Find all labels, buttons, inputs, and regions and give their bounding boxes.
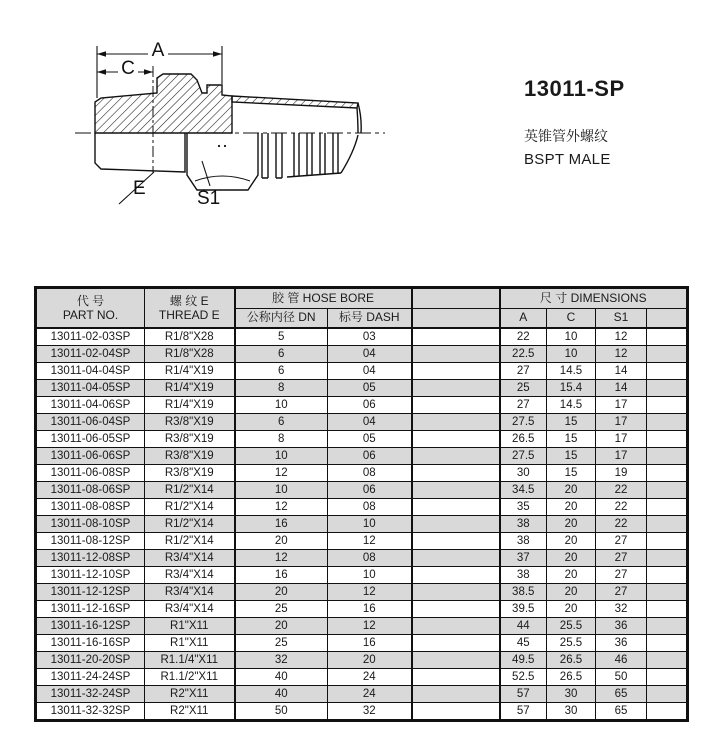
cell-dim-s1: 17 bbox=[596, 448, 647, 465]
cell-dim-a: 22 bbox=[500, 328, 547, 346]
cell-part-no: 13011-04-06SP bbox=[36, 397, 145, 414]
table-row bbox=[36, 635, 688, 652]
cell-dash: 12 bbox=[328, 618, 412, 635]
cell-dim-a: 38 bbox=[500, 516, 547, 533]
cell-dim-a: 34.5 bbox=[500, 482, 547, 499]
cell-spacer-right bbox=[647, 703, 688, 721]
cell-dim-c: 25.5 bbox=[547, 635, 596, 652]
cell-dim-a: 27 bbox=[500, 363, 547, 380]
table-row bbox=[36, 618, 688, 635]
cell-thread: R2"X11 bbox=[145, 703, 235, 721]
table-row bbox=[36, 397, 688, 414]
cell-spacer bbox=[412, 328, 500, 346]
cell-dim-c: 15 bbox=[547, 431, 596, 448]
header-hose-bore: 胶 管 HOSE BORE bbox=[235, 288, 412, 309]
cell-spacer bbox=[412, 499, 500, 516]
cell-dash: 32 bbox=[328, 703, 412, 721]
table-row bbox=[36, 703, 688, 721]
cell-thread: R3/8"X19 bbox=[145, 431, 235, 448]
cell-spacer bbox=[412, 448, 500, 465]
cell-dim-a: 57 bbox=[500, 703, 547, 721]
table-row bbox=[36, 516, 688, 533]
cell-spacer bbox=[412, 482, 500, 499]
subtitle-chinese: 英锥管外螺纹 bbox=[524, 128, 608, 144]
hex-nut-outline bbox=[187, 133, 258, 190]
cell-dn: 32 bbox=[235, 652, 328, 669]
cell-thread: R1.1/2"X11 bbox=[145, 669, 235, 686]
cell-dash: 05 bbox=[328, 380, 412, 397]
cell-dash: 12 bbox=[328, 584, 412, 601]
cell-dim-s1: 14 bbox=[596, 380, 647, 397]
cell-thread: R1/4"X19 bbox=[145, 397, 235, 414]
cell-spacer-right bbox=[647, 397, 688, 414]
cell-dn: 16 bbox=[235, 516, 328, 533]
cell-spacer-right bbox=[647, 499, 688, 516]
cell-dim-s1: 14 bbox=[596, 363, 647, 380]
cell-thread: R1"X11 bbox=[145, 635, 235, 652]
cell-dim-c: 20 bbox=[547, 567, 596, 584]
cell-spacer bbox=[412, 635, 500, 652]
cell-dim-a: 27.5 bbox=[500, 448, 547, 465]
cell-dash: 06 bbox=[328, 448, 412, 465]
cell-dim-c: 30 bbox=[547, 686, 596, 703]
cell-thread: R1/4"X19 bbox=[145, 363, 235, 380]
cell-dim-a: 26.5 bbox=[500, 431, 547, 448]
cell-spacer-right bbox=[647, 686, 688, 703]
cell-dim-a: 25 bbox=[500, 380, 547, 397]
cell-dim-a: 27.5 bbox=[500, 414, 547, 431]
cell-thread: R1/8"X28 bbox=[145, 346, 235, 363]
header-thread-cn: 螺 纹 E bbox=[169, 294, 209, 308]
title-block bbox=[524, 76, 625, 168]
cell-dn: 12 bbox=[235, 550, 328, 567]
cell-dim-s1: 46 bbox=[596, 652, 647, 669]
cell-dim-s1: 22 bbox=[596, 516, 647, 533]
cell-spacer bbox=[412, 567, 500, 584]
groove-lines bbox=[262, 133, 282, 178]
cell-spacer bbox=[412, 669, 500, 686]
cell-dash: 05 bbox=[328, 431, 412, 448]
cell-dash: 20 bbox=[328, 652, 412, 669]
cell-dim-s1: 50 bbox=[596, 669, 647, 686]
cell-thread: R3/4"X14 bbox=[145, 601, 235, 618]
cell-dim-c: 20 bbox=[547, 584, 596, 601]
cell-dim-a: 52.5 bbox=[500, 669, 547, 686]
table-row bbox=[36, 465, 688, 482]
cell-thread: R1"X11 bbox=[145, 618, 235, 635]
cell-spacer bbox=[412, 465, 500, 482]
cell-spacer-right bbox=[647, 567, 688, 584]
cell-part-no: 13011-08-06SP bbox=[36, 482, 145, 499]
cell-spacer bbox=[412, 703, 500, 721]
cell-dim-c: 30 bbox=[547, 703, 596, 721]
cell-dim-s1: 36 bbox=[596, 635, 647, 652]
table-row bbox=[36, 431, 688, 448]
cell-dash: 06 bbox=[328, 397, 412, 414]
cell-spacer-right bbox=[647, 550, 688, 567]
cell-part-no: 13011-08-10SP bbox=[36, 516, 145, 533]
cell-spacer bbox=[412, 380, 500, 397]
cell-dash: 24 bbox=[328, 686, 412, 703]
cell-dim-a: 35 bbox=[500, 499, 547, 516]
cell-dim-c: 26.5 bbox=[547, 669, 596, 686]
cell-part-no: 13011-08-12SP bbox=[36, 533, 145, 550]
cell-spacer-right bbox=[647, 533, 688, 550]
table-row bbox=[36, 482, 688, 499]
cell-dash: 10 bbox=[328, 516, 412, 533]
thread-outline bbox=[95, 133, 185, 172]
cell-dim-c: 15 bbox=[547, 414, 596, 431]
dim-label-c: C bbox=[121, 58, 135, 79]
cell-dash: 16 bbox=[328, 601, 412, 618]
header-thread-en: THREAD E bbox=[158, 308, 220, 322]
table-row bbox=[36, 533, 688, 550]
cell-thread: R3/4"X14 bbox=[145, 584, 235, 601]
cell-part-no: 13011-06-04SP bbox=[36, 414, 145, 431]
header-dimensions: 尺 寸 DIMENSIONS bbox=[500, 288, 688, 309]
cell-dash: 08 bbox=[328, 550, 412, 567]
cell-spacer-right bbox=[647, 516, 688, 533]
table-row bbox=[36, 380, 688, 397]
cell-spacer bbox=[412, 652, 500, 669]
cell-dash: 08 bbox=[328, 465, 412, 482]
cell-dash: 16 bbox=[328, 635, 412, 652]
cell-part-no: 13011-32-32SP bbox=[36, 703, 145, 721]
cell-dim-a: 27 bbox=[500, 397, 547, 414]
cell-dash: 04 bbox=[328, 346, 412, 363]
hose-tail-wall bbox=[232, 96, 358, 108]
cell-spacer bbox=[412, 346, 500, 363]
cell-part-no: 13011-20-20SP bbox=[36, 652, 145, 669]
header-dim-a: A bbox=[500, 308, 547, 328]
cell-part-no: 13011-04-04SP bbox=[36, 363, 145, 380]
cell-dim-c: 20 bbox=[547, 482, 596, 499]
cell-dim-a: 44 bbox=[500, 618, 547, 635]
cell-part-no: 13011-08-08SP bbox=[36, 499, 145, 516]
cell-dn: 5 bbox=[235, 328, 328, 346]
cell-thread: R1/8"X28 bbox=[145, 328, 235, 346]
cell-dim-s1: 12 bbox=[596, 346, 647, 363]
cell-spacer bbox=[412, 686, 500, 703]
header-part-no bbox=[36, 288, 145, 329]
header-part-no-cn: 代 号 bbox=[76, 294, 105, 308]
cell-dim-s1: 22 bbox=[596, 499, 647, 516]
cell-dim-a: 45 bbox=[500, 635, 547, 652]
header-spacer bbox=[412, 288, 500, 309]
cell-dim-c: 10 bbox=[547, 346, 596, 363]
cell-part-no: 13011-24-24SP bbox=[36, 669, 145, 686]
cell-spacer-right bbox=[647, 431, 688, 448]
cell-thread: R3/8"X19 bbox=[145, 414, 235, 431]
cell-spacer-right bbox=[647, 652, 688, 669]
cell-dim-s1: 17 bbox=[596, 414, 647, 431]
cell-dim-c: 20 bbox=[547, 516, 596, 533]
table-body bbox=[36, 328, 688, 721]
cell-dn: 16 bbox=[235, 567, 328, 584]
cell-part-no: 13011-02-03SP bbox=[36, 328, 145, 346]
cell-part-no: 13011-12-12SP bbox=[36, 584, 145, 601]
cell-thread: R3/4"X14 bbox=[145, 567, 235, 584]
header-spacer bbox=[412, 308, 500, 328]
cell-dn: 10 bbox=[235, 448, 328, 465]
cell-dash: 04 bbox=[328, 414, 412, 431]
cell-dim-s1: 19 bbox=[596, 465, 647, 482]
dim-label-s1: S1 bbox=[197, 188, 221, 209]
cell-dim-s1: 65 bbox=[596, 686, 647, 703]
cell-thread: R1.1/4"X11 bbox=[145, 652, 235, 669]
header-dash: 标号 DASH bbox=[328, 308, 412, 328]
cell-thread: R3/8"X19 bbox=[145, 448, 235, 465]
table-row bbox=[36, 669, 688, 686]
dim-label-e: E bbox=[133, 178, 146, 199]
cell-dim-a: 22.5 bbox=[500, 346, 547, 363]
cell-spacer-right bbox=[647, 465, 688, 482]
table-row bbox=[36, 363, 688, 380]
spec-table bbox=[34, 286, 689, 722]
cell-spacer bbox=[412, 533, 500, 550]
cell-dash: 10 bbox=[328, 567, 412, 584]
cell-dim-s1: 27 bbox=[596, 533, 647, 550]
cell-spacer-right bbox=[647, 346, 688, 363]
cell-dim-a: 30 bbox=[500, 465, 547, 482]
cell-dim-c: 20 bbox=[547, 499, 596, 516]
cell-dim-c: 10 bbox=[547, 328, 596, 346]
header-part-no-en: PART NO. bbox=[62, 308, 119, 322]
cell-thread: R1/2"X14 bbox=[145, 499, 235, 516]
cell-dn: 6 bbox=[235, 414, 328, 431]
cell-dash: 24 bbox=[328, 669, 412, 686]
cell-part-no: 13011-02-04SP bbox=[36, 346, 145, 363]
cell-dim-c: 25.5 bbox=[547, 618, 596, 635]
cell-dn: 20 bbox=[235, 618, 328, 635]
header-spacer-right bbox=[647, 308, 688, 328]
cell-dn: 6 bbox=[235, 346, 328, 363]
cell-spacer-right bbox=[647, 669, 688, 686]
cell-dim-a: 39.5 bbox=[500, 601, 547, 618]
cell-part-no: 13011-16-16SP bbox=[36, 635, 145, 652]
cell-spacer-right bbox=[647, 584, 688, 601]
cell-thread: R3/4"X14 bbox=[145, 550, 235, 567]
cell-dn: 40 bbox=[235, 686, 328, 703]
cell-part-no: 13011-12-16SP bbox=[36, 601, 145, 618]
cell-dn: 25 bbox=[235, 601, 328, 618]
cell-dn: 6 bbox=[235, 363, 328, 380]
cell-spacer bbox=[412, 414, 500, 431]
cell-dn: 10 bbox=[235, 397, 328, 414]
cell-dim-s1: 17 bbox=[596, 431, 647, 448]
fitting-body-section bbox=[95, 74, 361, 133]
cell-dn: 8 bbox=[235, 380, 328, 397]
cell-spacer bbox=[412, 516, 500, 533]
cell-dash: 03 bbox=[328, 328, 412, 346]
cell-dim-c: 15.4 bbox=[547, 380, 596, 397]
cell-dim-c: 20 bbox=[547, 533, 596, 550]
cell-dim-c: 15 bbox=[547, 448, 596, 465]
cell-dim-s1: 27 bbox=[596, 550, 647, 567]
cell-part-no: 13011-06-08SP bbox=[36, 465, 145, 482]
cell-spacer-right bbox=[647, 635, 688, 652]
cell-dim-s1: 27 bbox=[596, 567, 647, 584]
table-row bbox=[36, 652, 688, 669]
table-row bbox=[36, 584, 688, 601]
cell-dim-c: 20 bbox=[547, 550, 596, 567]
cell-spacer bbox=[412, 363, 500, 380]
cell-thread: R1/2"X14 bbox=[145, 516, 235, 533]
cell-part-no: 13011-12-10SP bbox=[36, 567, 145, 584]
cell-spacer bbox=[412, 584, 500, 601]
table-row bbox=[36, 567, 688, 584]
cell-thread: R2"X11 bbox=[145, 686, 235, 703]
cell-dim-c: 20 bbox=[547, 601, 596, 618]
table-row bbox=[36, 448, 688, 465]
cell-dn: 50 bbox=[235, 703, 328, 721]
table-row bbox=[36, 550, 688, 567]
cell-dn: 25 bbox=[235, 635, 328, 652]
header-dim-c: C bbox=[547, 308, 596, 328]
cell-dn: 8 bbox=[235, 431, 328, 448]
cell-dn: 40 bbox=[235, 669, 328, 686]
cell-spacer bbox=[412, 397, 500, 414]
dim-label-a: A bbox=[151, 40, 165, 61]
cell-dim-a: 38.5 bbox=[500, 584, 547, 601]
cell-part-no: 13011-06-06SP bbox=[36, 448, 145, 465]
table-row bbox=[36, 328, 688, 346]
cell-dim-s1: 27 bbox=[596, 584, 647, 601]
cell-spacer bbox=[412, 431, 500, 448]
cell-dim-s1: 65 bbox=[596, 703, 647, 721]
cell-dn: 20 bbox=[235, 533, 328, 550]
cell-dim-c: 15 bbox=[547, 465, 596, 482]
header-dn: 公称内径 DN bbox=[235, 308, 328, 328]
cell-spacer-right bbox=[647, 618, 688, 635]
cell-thread: R3/8"X19 bbox=[145, 465, 235, 482]
cell-dash: 06 bbox=[328, 482, 412, 499]
cell-dim-s1: 17 bbox=[596, 397, 647, 414]
table-row bbox=[36, 499, 688, 516]
cell-thread: R1/4"X19 bbox=[145, 380, 235, 397]
cell-dim-c: 14.5 bbox=[547, 397, 596, 414]
cell-part-no: 13011-04-05SP bbox=[36, 380, 145, 397]
cell-spacer bbox=[412, 601, 500, 618]
cell-spacer-right bbox=[647, 363, 688, 380]
table-row bbox=[36, 601, 688, 618]
cell-part-no: 13011-12-08SP bbox=[36, 550, 145, 567]
cell-part-no: 13011-32-24SP bbox=[36, 686, 145, 703]
cell-dim-s1: 22 bbox=[596, 482, 647, 499]
cell-dim-a: 49.5 bbox=[500, 652, 547, 669]
cell-spacer-right bbox=[647, 380, 688, 397]
barb-ribs bbox=[294, 133, 338, 176]
cell-dim-s1: 36 bbox=[596, 618, 647, 635]
cell-dash: 12 bbox=[328, 533, 412, 550]
cell-spacer-right bbox=[647, 414, 688, 431]
cell-part-no: 13011-06-05SP bbox=[36, 431, 145, 448]
cell-dim-c: 26.5 bbox=[547, 652, 596, 669]
cell-spacer-right bbox=[647, 448, 688, 465]
cell-spacer bbox=[412, 618, 500, 635]
cell-part-no: 13011-16-12SP bbox=[36, 618, 145, 635]
cell-dim-s1: 12 bbox=[596, 328, 647, 346]
technical-drawing bbox=[55, 28, 405, 223]
header-thread bbox=[145, 288, 235, 329]
cell-dn: 10 bbox=[235, 482, 328, 499]
cell-dim-a: 57 bbox=[500, 686, 547, 703]
cell-dn: 12 bbox=[235, 465, 328, 482]
table-row bbox=[36, 346, 688, 363]
subtitle-english: BSPT MALE bbox=[524, 151, 611, 168]
cell-spacer-right bbox=[647, 482, 688, 499]
cell-thread: R1/2"X14 bbox=[145, 482, 235, 499]
table-row bbox=[36, 686, 688, 703]
cell-thread: R1/2"X14 bbox=[145, 533, 235, 550]
cell-dash: 08 bbox=[328, 499, 412, 516]
leader-s1 bbox=[202, 161, 210, 186]
cell-dn: 12 bbox=[235, 499, 328, 516]
cell-dim-c: 14.5 bbox=[547, 363, 596, 380]
cell-spacer-right bbox=[647, 601, 688, 618]
cell-spacer-right bbox=[647, 328, 688, 346]
cell-spacer bbox=[412, 550, 500, 567]
header-dim-s1: S1 bbox=[596, 308, 647, 328]
cell-dim-a: 38 bbox=[500, 533, 547, 550]
cell-dim-a: 38 bbox=[500, 567, 547, 584]
table-row bbox=[36, 414, 688, 431]
cell-dash: 04 bbox=[328, 363, 412, 380]
cell-dim-a: 37 bbox=[500, 550, 547, 567]
cell-dn: 20 bbox=[235, 584, 328, 601]
table-header bbox=[36, 288, 688, 329]
page-title: 13011-SP bbox=[524, 76, 625, 101]
cell-dim-s1: 32 bbox=[596, 601, 647, 618]
